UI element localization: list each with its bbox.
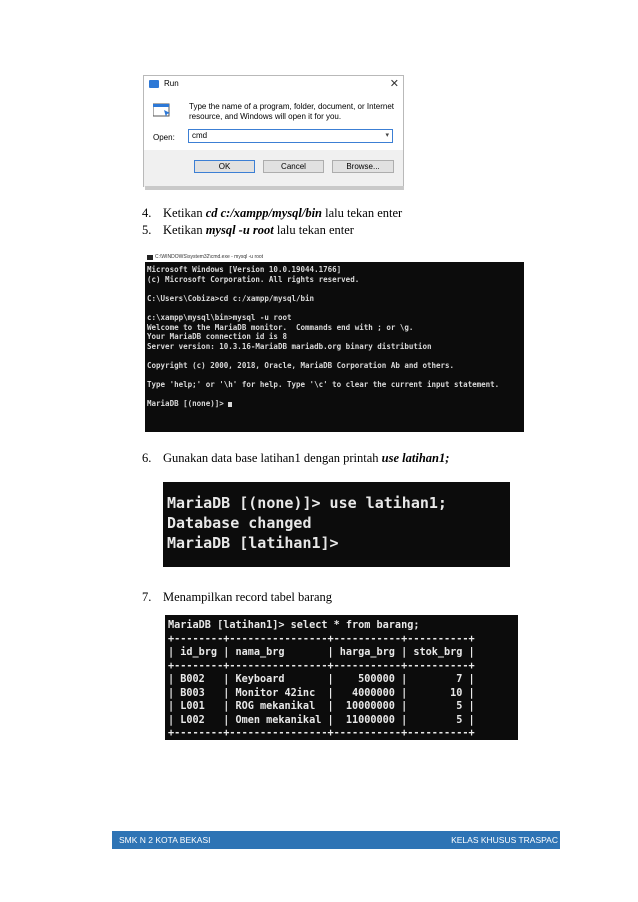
cursor-icon <box>228 402 232 407</box>
console-title: C:\WINDOWS\system32\cmd.exe - mysql -u root <box>155 254 264 260</box>
step-4 <box>142 206 402 221</box>
close-icon[interactable]: ✕ <box>389 78 399 90</box>
step-command: use latihan1; <box>381 451 450 465</box>
step-text: Ketikan <box>163 206 206 220</box>
browse-button[interactable]: Browse... <box>332 160 394 173</box>
step-text-end: lalu tekan enter <box>322 206 403 220</box>
run-description: Type the name of a program, folder, document, or Internet resource, and Windows will open it for you. <box>189 102 395 121</box>
ok-button[interactable]: OK <box>194 160 255 173</box>
run-dialog-cropped-edge <box>145 186 404 190</box>
page-footer <box>112 831 560 849</box>
run-titlebar <box>144 76 403 93</box>
console-output <box>168 619 475 741</box>
chevron-down-icon[interactable]: ▾ <box>385 132 389 139</box>
console-titlebar <box>145 253 524 262</box>
terminal-icon <box>147 255 153 260</box>
footer-class: KELAS KHUSUS TRASPAC <box>451 835 558 845</box>
open-input-value: cmd <box>192 131 208 140</box>
footer-school: SMK N 2 KOTA BEKASI <box>119 835 211 845</box>
step-text: Gunakan data base latihan1 dengan printah <box>163 451 382 465</box>
step-number: 7. <box>142 590 152 604</box>
run-program-icon <box>153 102 171 117</box>
step-text: Menampilkan record tabel barang <box>163 590 333 604</box>
step-number: 6. <box>142 451 152 465</box>
console-use-database <box>163 482 510 567</box>
step-number: 5. <box>142 223 152 237</box>
run-title: Run <box>164 79 179 88</box>
open-input[interactable] <box>188 129 393 143</box>
step-7 <box>142 590 332 605</box>
console-output <box>167 493 447 553</box>
run-app-icon <box>149 80 159 88</box>
step-text: Ketikan <box>163 223 206 237</box>
console-select-barang <box>165 615 518 740</box>
console-window <box>145 253 524 432</box>
run-dialog <box>143 75 404 187</box>
console-text: MariaDB [(none)]> use latihan1; Database changed MariaDB [latihan1]> <box>167 494 447 552</box>
run-button-bar <box>144 150 403 187</box>
step-5 <box>142 223 354 238</box>
step-command: mysql -u root <box>205 223 274 237</box>
cancel-button[interactable]: Cancel <box>263 160 324 173</box>
open-label: Open: <box>153 133 175 142</box>
step-number: 4. <box>142 206 152 220</box>
step-command: cd c:/xampp/mysql/bin <box>205 206 323 220</box>
console-output <box>147 265 499 409</box>
console-text: Microsoft Windows [Version 10.0.19044.1766] (c) Microsoft Corporation. All rights reserved. C:\Users\Cobiza>cd c:/xampp/mysql/bin c:\xampp\mysql\bin>mysql -u root Welcome to the MariaDB monitor. Commands end with ; or \g. Your MariaDB connection id is 8 Server version: 10.3.16-MariaDB mariadb.org binary distribution Copyright (c) 2000, 2018, Oracle, MariaDB Corporation Ab and others. Type 'help;' or '\h' for help. Type '\c' to clear the current input statement. <box>147 265 500 390</box>
step-text-end: lalu tekan enter <box>273 223 354 237</box>
console-prompt: MariaDB [(none)]> <box>147 399 229 409</box>
step-6 <box>142 451 449 466</box>
console-text: MariaDB [latihan1]> select * from barang; +--------+----------------+-----------+----------+ | id_brg | nama_brg | harga_brg | stok_brg | +--------+----------------+-----------+----------+ | B002 | Keyboard | 500000 | 7 | | B003 | Monitor 42inc | 4000000 | 10 | | L001 | ROG mekanikal | 10000000 | 5 | | L002 | Omen mekanikal | 11000000 | 5 | +--------+----------------+-----------+----------+ <box>168 620 475 739</box>
